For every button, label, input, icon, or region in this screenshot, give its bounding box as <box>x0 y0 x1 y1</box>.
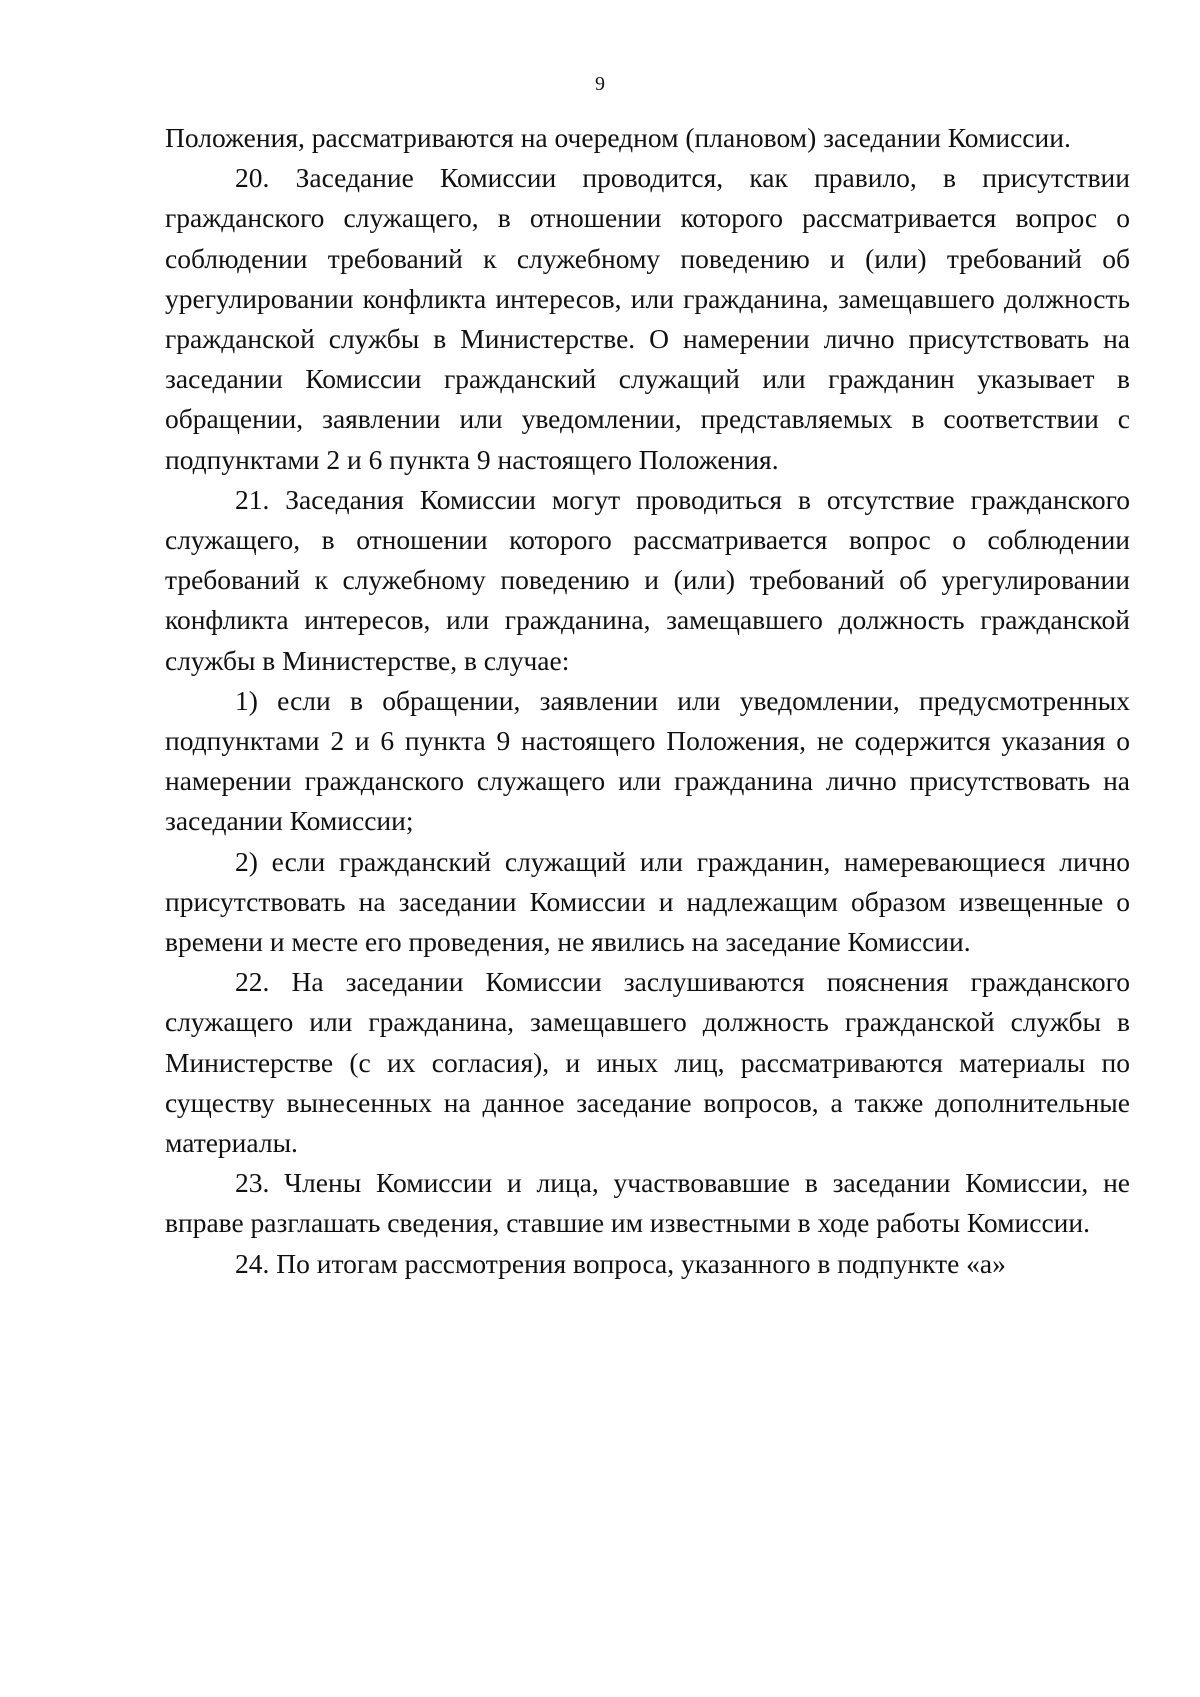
subparagraph-21-1: 1) если в обращении, заявлении или уведомлении, предусмотренных подпунктами 2 и 6 пункта 9 настоящего Положения, не содержится указания о намерении гражданского служащего или гражданина лично присутствовать на заседании Комиссии; <box>165 684 1130 837</box>
paragraph-23: 23. Члены Комиссии и лица, участвовавшие в заседании Комиссии, не вправе разглашать сведения, ставшие им известными в ходе работы Комиссии. <box>165 1167 1130 1239</box>
paragraph-21: 21. Заседания Комиссии могут проводиться в отсутствие гражданского служащего, в отношении которого рассматривается вопрос о соблюдении требований к служебному поведению и (или) требований об урегулировании конфликта интересов, или гражданина, замещавшего должность гражданской службы в Министерстве, в случае: <box>165 483 1130 676</box>
paragraph-20: 20. Заседание Комиссии проводится, как правило, в присутствии гражданского служащего, в отношении которого рассматривается вопрос о соблюдении требований к служебному поведению и (или) требований об урегулировании конфликта интересов, или гражданина, замещавшего должность гражданской службы в Министерстве. О намерении лично присутствовать на заседании Комиссии гражданский служащий или гражданин указывает в обращении, заявлении или уведомлении, представляемых в соответствии с подпунктами 2 и 6 пункта 9 настоящего Положения. <box>165 162 1130 475</box>
page-number: 9 <box>595 73 605 95</box>
paragraph-22: 22. На заседании Комиссии заслушиваются пояснения гражданского служащего или гражданина, замещавшего должность гражданской службы в Министерстве (с их согласия), и иных лиц, рассматриваются материалы по существу вынесенных на данное заседание вопросов, а также дополнительные материалы. <box>165 966 1130 1159</box>
subparagraph-21-2: 2) если гражданский служащий или гражданин, намеревающиеся лично присутствовать на заседании Комиссии и надлежащим образом извещенные о времени и месте его проведения, не явились на заседание Комиссии. <box>165 845 1130 958</box>
document-body <box>165 118 1130 1284</box>
paragraph-continuation: Положения, рассматриваются на очередном (плановом) заседании Комиссии. <box>165 122 1071 153</box>
paragraph-24: 24. По итогам рассмотрения вопроса, указанного в подпункте «а» <box>235 1247 1006 1279</box>
